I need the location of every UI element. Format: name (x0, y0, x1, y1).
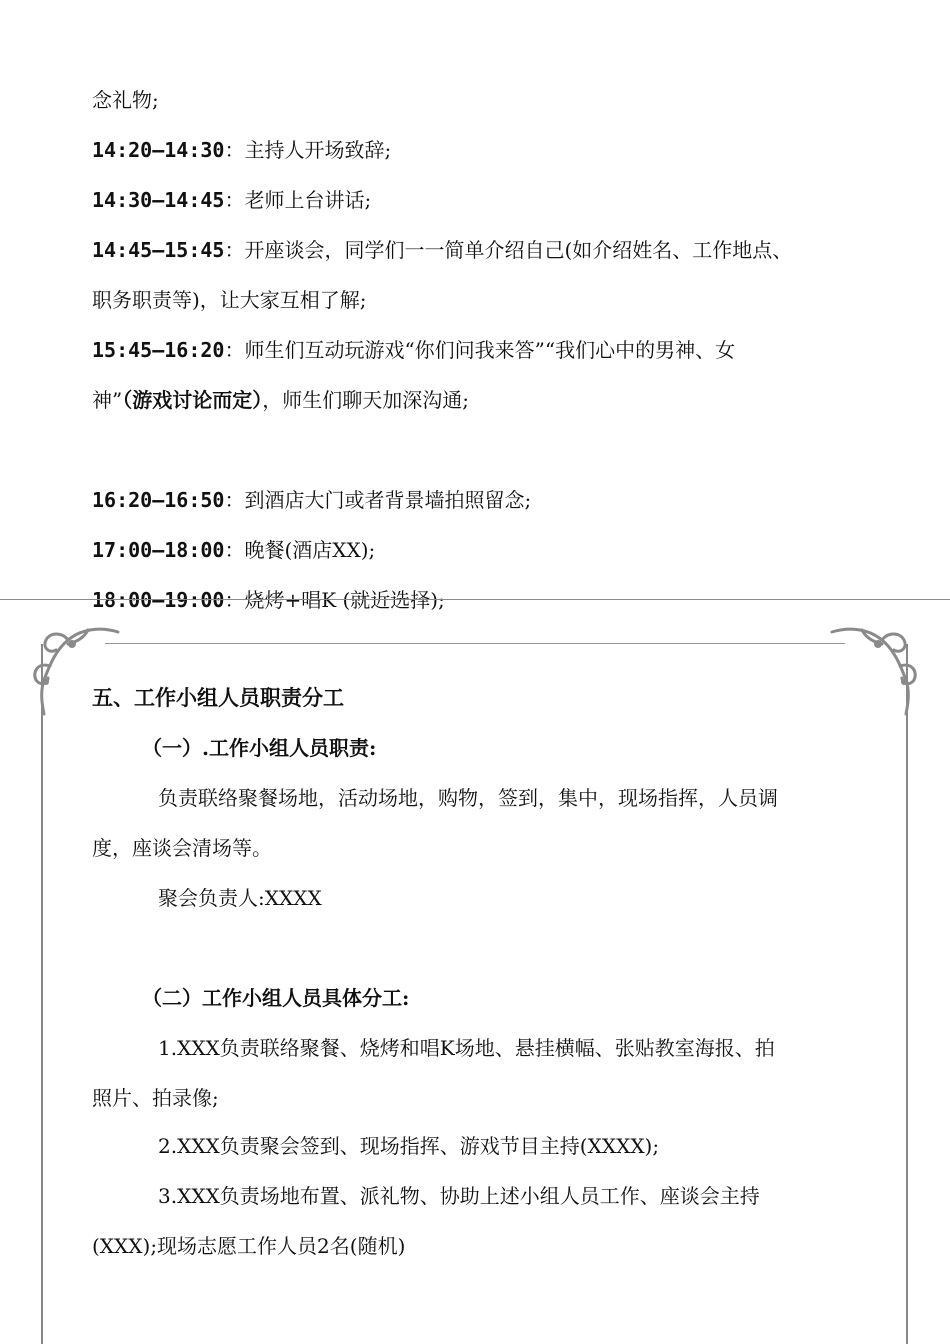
page-divider (0, 599, 950, 600)
list-item-continuation: 照片、拍录像; (92, 1086, 219, 1110)
line-text: 念礼物; (92, 88, 159, 112)
line-text: 神” (92, 388, 123, 412)
list-item: 2.XXX负责聚会签到、现场指挥、游戏节目主持(XXXX); (158, 1134, 660, 1158)
schedule-line (92, 136, 391, 164)
schedule-time: 14:30—14:45 (92, 188, 225, 212)
schedule-text: ：烧烤+唱K (就近选择); (224, 588, 445, 612)
frame-top-border (105, 643, 845, 644)
frame-left-border (41, 644, 43, 1344)
schedule-text: ：师生们互动玩游戏“你们问我来答”“我们心中的男神、女 (224, 338, 736, 362)
bold-note: （游戏讨论而定） (122, 388, 263, 412)
paragraph-line: 度，座谈会清场等。 (92, 836, 272, 860)
schedule-text: ：晚餐(酒店XX); (224, 538, 376, 562)
text-line (92, 286, 367, 314)
schedule-line (92, 336, 735, 364)
schedule-text: ：开座谈会，同学们一一简单介绍自己(如介绍姓名、工作地点、 (224, 238, 793, 262)
line-text: 职务职责等)，让大家互相了解; (92, 288, 367, 312)
schedule-time: 14:45—15:45 (92, 238, 225, 262)
schedule-line (92, 586, 445, 614)
subsection-heading: （二）工作小组人员具体分工: (142, 986, 410, 1010)
schedule-line (92, 236, 792, 264)
schedule-line (92, 486, 531, 514)
section-heading: 五、工作小组人员职责分工 (92, 685, 344, 710)
subsection-heading: （一）.工作小组人员职责: (142, 736, 377, 760)
list-item: 3.XXX负责场地布置、派礼物、协助上述小组人员工作、座谈会主持 (158, 1184, 760, 1208)
line-text: ，师生们聊天加深沟通; (262, 388, 469, 412)
text-line (92, 86, 159, 114)
schedule-text: ：到酒店大门或者背景墙拍照留念; (224, 488, 532, 512)
frame-right-border (906, 644, 908, 1344)
scroll-ornament-icon (827, 622, 922, 717)
schedule-text: ：老师上台讲话; (224, 188, 372, 212)
schedule-time: 16:20—16:50 (92, 488, 225, 512)
schedule-time: 18:00—19:00 (92, 588, 225, 612)
responsible-person: 聚会负责人:XXXX (158, 886, 322, 910)
list-item-continuation: (XXX);现场志愿工作人员2名(随机) (92, 1234, 406, 1258)
schedule-time: 17:00—18:00 (92, 538, 225, 562)
schedule-time: 15:45—16:20 (92, 338, 225, 362)
list-item: 1.XXX负责联络聚餐、烧烤和唱K场地、悬挂横幅、张贴教室海报、拍 (158, 1036, 775, 1060)
paragraph-line: 负责联络聚餐场地，活动场地，购物，签到，集中，现场指挥，人员调 (158, 786, 778, 810)
text-line (92, 386, 469, 414)
schedule-time: 14:20—14:30 (92, 138, 225, 162)
schedule-text: ：主持人开场致辞; (224, 138, 392, 162)
schedule-line (92, 186, 371, 214)
schedule-line (92, 536, 375, 564)
